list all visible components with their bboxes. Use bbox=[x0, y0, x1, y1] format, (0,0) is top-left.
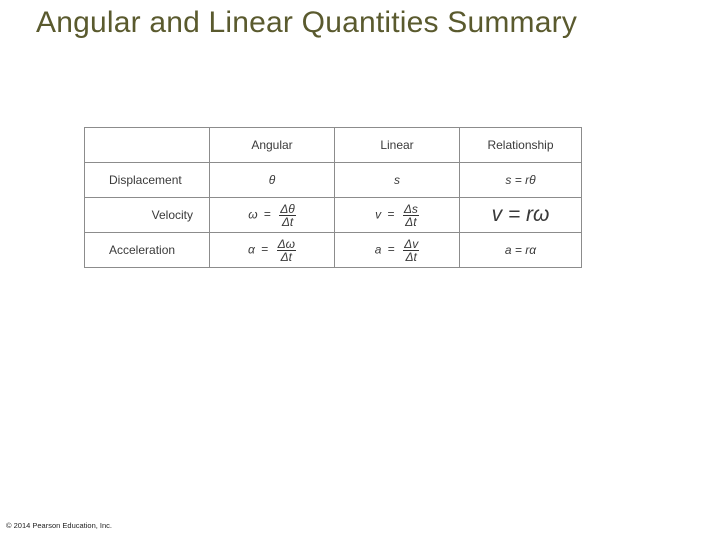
angular-velocity-equals: = bbox=[263, 207, 271, 222]
summary-table bbox=[84, 127, 582, 268]
linear-acceleration-fraction bbox=[403, 238, 419, 263]
velocity-relationship: v = rω bbox=[460, 198, 582, 233]
angular-velocity-fraction bbox=[279, 203, 296, 228]
angular-acceleration-definition bbox=[210, 233, 335, 268]
linear-acceleration-equals: = bbox=[387, 242, 395, 257]
angular-acceleration-numerator: Δω bbox=[277, 236, 295, 251]
linear-velocity-numerator: Δs bbox=[403, 201, 418, 216]
table-row-acceleration bbox=[85, 233, 582, 268]
table-row-displacement bbox=[85, 163, 582, 198]
angular-acceleration-fraction bbox=[277, 238, 296, 263]
angular-velocity-numerator: Δθ bbox=[280, 201, 295, 216]
header-relationship: Relationship bbox=[460, 128, 582, 163]
row-label-velocity: Velocity bbox=[85, 198, 210, 233]
displacement-relationship: s = rθ bbox=[460, 163, 582, 198]
angular-acceleration-lhs: α bbox=[248, 242, 255, 257]
table-row-velocity bbox=[85, 198, 582, 233]
linear-velocity-definition bbox=[335, 198, 460, 233]
copyright-footer: © 2014 Pearson Education, Inc. bbox=[6, 521, 113, 530]
header-linear: Linear bbox=[335, 128, 460, 163]
header-empty bbox=[85, 128, 210, 163]
linear-velocity-fraction bbox=[403, 203, 419, 228]
linear-velocity-lhs: v bbox=[375, 207, 382, 222]
angular-velocity-definition bbox=[210, 198, 335, 233]
linear-velocity-equals: = bbox=[387, 207, 395, 222]
linear-acceleration-definition bbox=[335, 233, 460, 268]
angular-velocity-denominator: Δt bbox=[281, 214, 294, 229]
linear-displacement-symbol: s bbox=[335, 163, 460, 198]
linear-acceleration-numerator: Δv bbox=[404, 236, 419, 251]
linear-acceleration-lhs: a bbox=[374, 242, 382, 257]
acceleration-relationship: a = rα bbox=[460, 233, 582, 268]
angular-acceleration-equals: = bbox=[261, 242, 269, 257]
row-label-acceleration: Acceleration bbox=[85, 233, 210, 268]
linear-acceleration-denominator: Δt bbox=[405, 249, 417, 264]
angular-acceleration-denominator: Δt bbox=[280, 249, 292, 264]
angular-velocity-lhs: ω bbox=[248, 207, 258, 222]
header-angular: Angular bbox=[210, 128, 335, 163]
page-title: Angular and Linear Quantities Summary bbox=[36, 6, 578, 39]
linear-velocity-denominator: Δt bbox=[405, 214, 417, 229]
row-label-displacement: Displacement bbox=[85, 163, 210, 198]
angular-displacement-symbol: θ bbox=[210, 163, 335, 198]
table-header-row bbox=[85, 128, 582, 163]
